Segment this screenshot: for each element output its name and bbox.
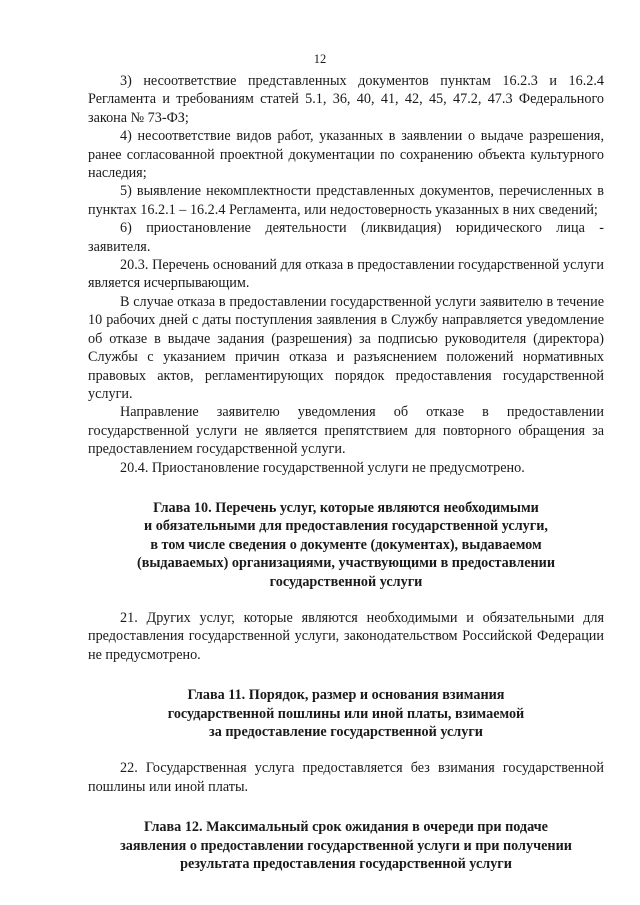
paragraph-item-6: 6) приостановление деятельности (ликвидация) юридического лица - заявителя. [88, 220, 604, 255]
paragraph-20-4: 20.4. Приостановление государственной услуги не предусмотрено. [120, 459, 525, 476]
heading-line: Глава 10. Перечень услуг, которые являются необходимыми [153, 499, 539, 516]
paragraph-item-3: 3) несоответствие представленных документов пунктам 16.2.3 и 16.2.4 Регламента и требованиям статей 5.1, 36, 40, 41, 42, 45, 47.2, 47.3 Федерального закона № 73-ФЗ; [88, 73, 604, 126]
paragraph-20-3: 20.3. Перечень оснований для отказа в предоставлении государственной услуги является исчерпывающим. [88, 257, 604, 292]
heading-line: и обязательными для предоставления государственной услуги, [144, 518, 548, 535]
page-number: 12 [313, 52, 327, 66]
chapter-12-heading [88, 818, 604, 873]
heading-line: Глава 12. Максимальный срок ожидания в очереди при подаче [144, 819, 548, 836]
chapter-11-heading [88, 686, 604, 741]
heading-line: государственной услуги [269, 573, 423, 590]
paragraph-item-5: 5) выявление некомплектности представленных документов, перечисленных в пунктах 16.2.1 – 16.2.4 Регламента, или недостоверность указанных в них сведений; [88, 183, 604, 218]
heading-line: Глава 11. Порядок, размер и основания взимания [187, 687, 505, 704]
heading-line: государственной пошлины или иной платы, взимаемой [167, 705, 525, 722]
paragraph-22: 22. Государственная услуга предоставляется без взимания государственной пошлины или иной платы. [88, 760, 604, 795]
paragraph-item-4: 4) несоответствие видов работ, указанных в заявлении о выдаче разрешения, ранее согласованной проектной документации по сохранению объекта культурного наследия; [88, 128, 604, 182]
paragraph-notice: Направление заявителю уведомления об отказе в предоставлении государственной услуги не является препятствием для повторного обращения за предоставлением государственной услуги. [88, 404, 604, 458]
heading-line: в том числе сведения о документе (документах), выдаваемом [150, 536, 542, 553]
document-body [88, 72, 604, 873]
heading-line: за предоставление государственной услуги [209, 724, 483, 740]
paragraph-refusal: В случае отказа в предоставлении государственной услуги заявителю в течение 10 рабочих дней с даты поступления заявления в Службу направляется уведомление об отказе в выдаче задания (разрешения) за подписью руководителя (директора) Службы с указанием причин отказа и разъяснением положений нормативных правовых актов, регламентирующих порядок предоставления государственной услуги. [88, 293, 604, 402]
heading-line: (выдаваемых) организациями, участвующими в предоставлении [136, 555, 556, 572]
chapter-10-heading [88, 499, 604, 591]
heading-line: результата предоставления государственной услуги [180, 856, 512, 873]
paragraph-21: 21. Других услуг, которые являются необходимыми и обязательными для предоставления государственной услуги, законодательством Российской Федерации не предусмотрено. [88, 609, 604, 663]
heading-line: заявления о предоставлении государственной услуги и при получении [120, 837, 572, 854]
